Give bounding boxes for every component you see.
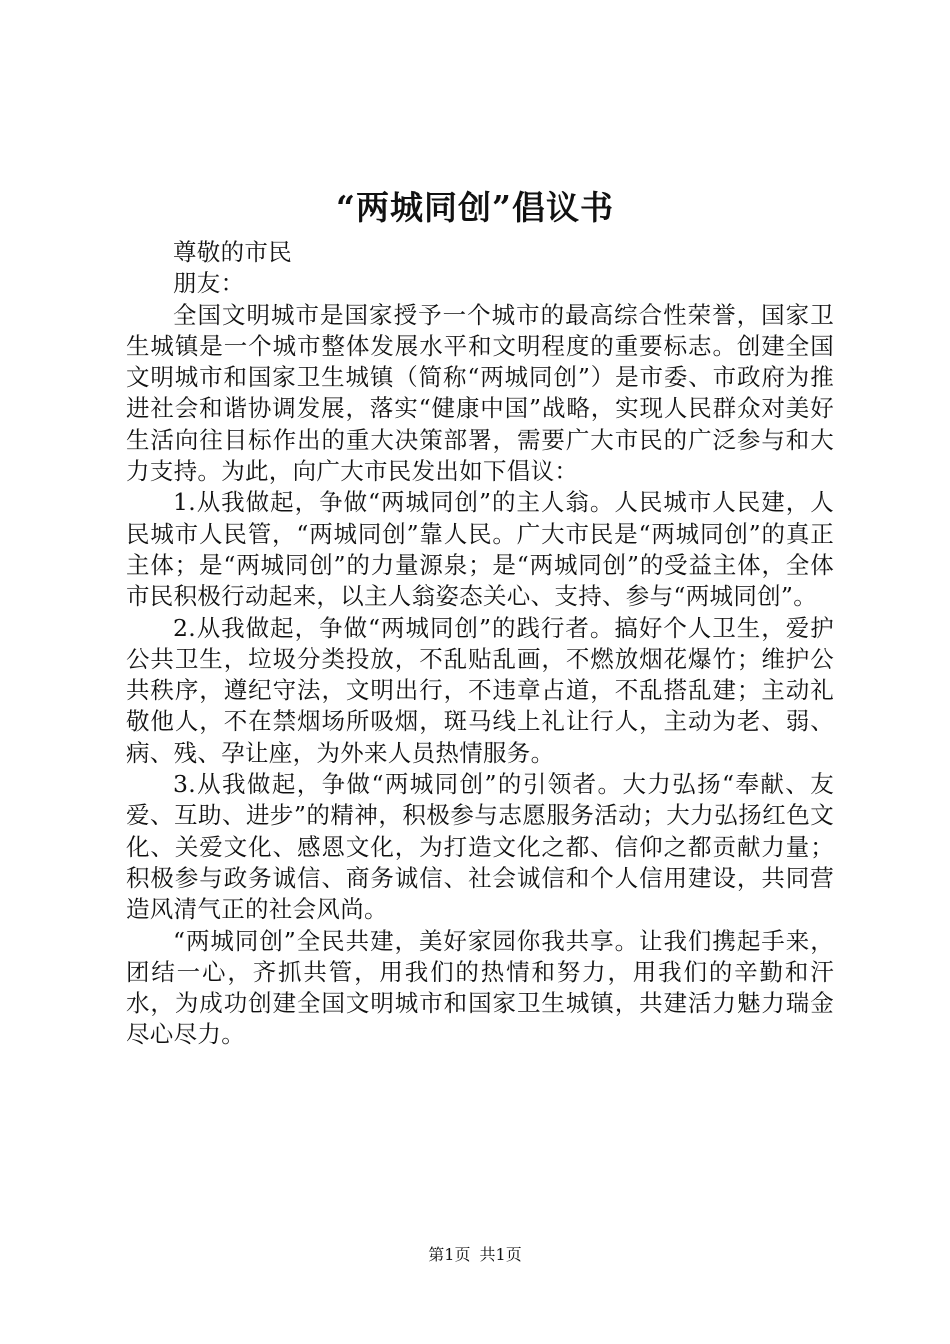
paragraph-item-2: 2.从我做起，争做“两城同创”的践行者。搞好个人卫生，爱护公共卫生，垃圾分类投放，不乱贴乱画，不燃放烟花爆竹；维护公共秩序，遵纪守法，文明出行，不违章占道，不乱搭乱建；主动礼敬他人，不在禁烟场所吸烟，斑马线上礼让行人，主动为老、弱、病、残、孕让座，为外来人员热情服务。 — [126, 613, 834, 767]
paragraph-item-3: 3.从我做起，争做“两城同创”的引领者。大力弘扬“奉献、友爱、互助、进步”的精神，积极参与志愿服务活动；大力弘扬红色文化、关爱文化、感恩文化，为打造文化之都、信仰之都贡献力量；积极参与政务诚信、商务诚信、社会诚信和个人信用建设，共同营造风清气正的社会风尚。 — [126, 770, 834, 924]
paragraph-closing: “两城同创”全民共建，美好家园你我共享。让我们携起手来，团结一心，齐抓共管，用我们的热情和努力，用我们的辛勤和汗水，为成功创建全国文明城市和国家卫生城镇，共建活力魅力瑞金尽心尽力。 — [126, 926, 834, 1049]
page-footer — [0, 1244, 950, 1266]
paragraph-item-1: 1.从我做起，争做“两城同创”的主人翁。人民城市人民建，人民城市人民管，“两城同创”靠人民。广大市民是“两城同创”的真正主体；是“两城同创”的力量源泉；是“两城同创”的受益主体，全体市民积极行动起来，以主人翁姿态关心、支持、参与“两城同创”。 — [126, 488, 834, 611]
document-body — [126, 237, 834, 1051]
page-number: 第1页 — [428, 1245, 471, 1264]
page-total: 共1页 — [479, 1245, 522, 1264]
salutation-line-1: 尊敬的市民 — [173, 238, 292, 266]
document-title: “两城同创”倡议书 — [336, 188, 614, 227]
paragraph-intro: 全国文明城市是国家授予一个城市的最高综合性荣誉，国家卫生城镇是一个城市整体发展水平和文明程度的重要标志。创建全国文明城市和国家卫生城镇（简称“两城同创”）是市委、市政府为推进社会和谐协调发展，落实“健康中国”战略，实现人民群众对美好生活向往目标作出的重大决策部署，需要广大市民的广泛参与和大力支持。为此，向广大市民发出如下倡议： — [126, 300, 834, 486]
salutation-line-2: 朋友： — [173, 269, 245, 298]
